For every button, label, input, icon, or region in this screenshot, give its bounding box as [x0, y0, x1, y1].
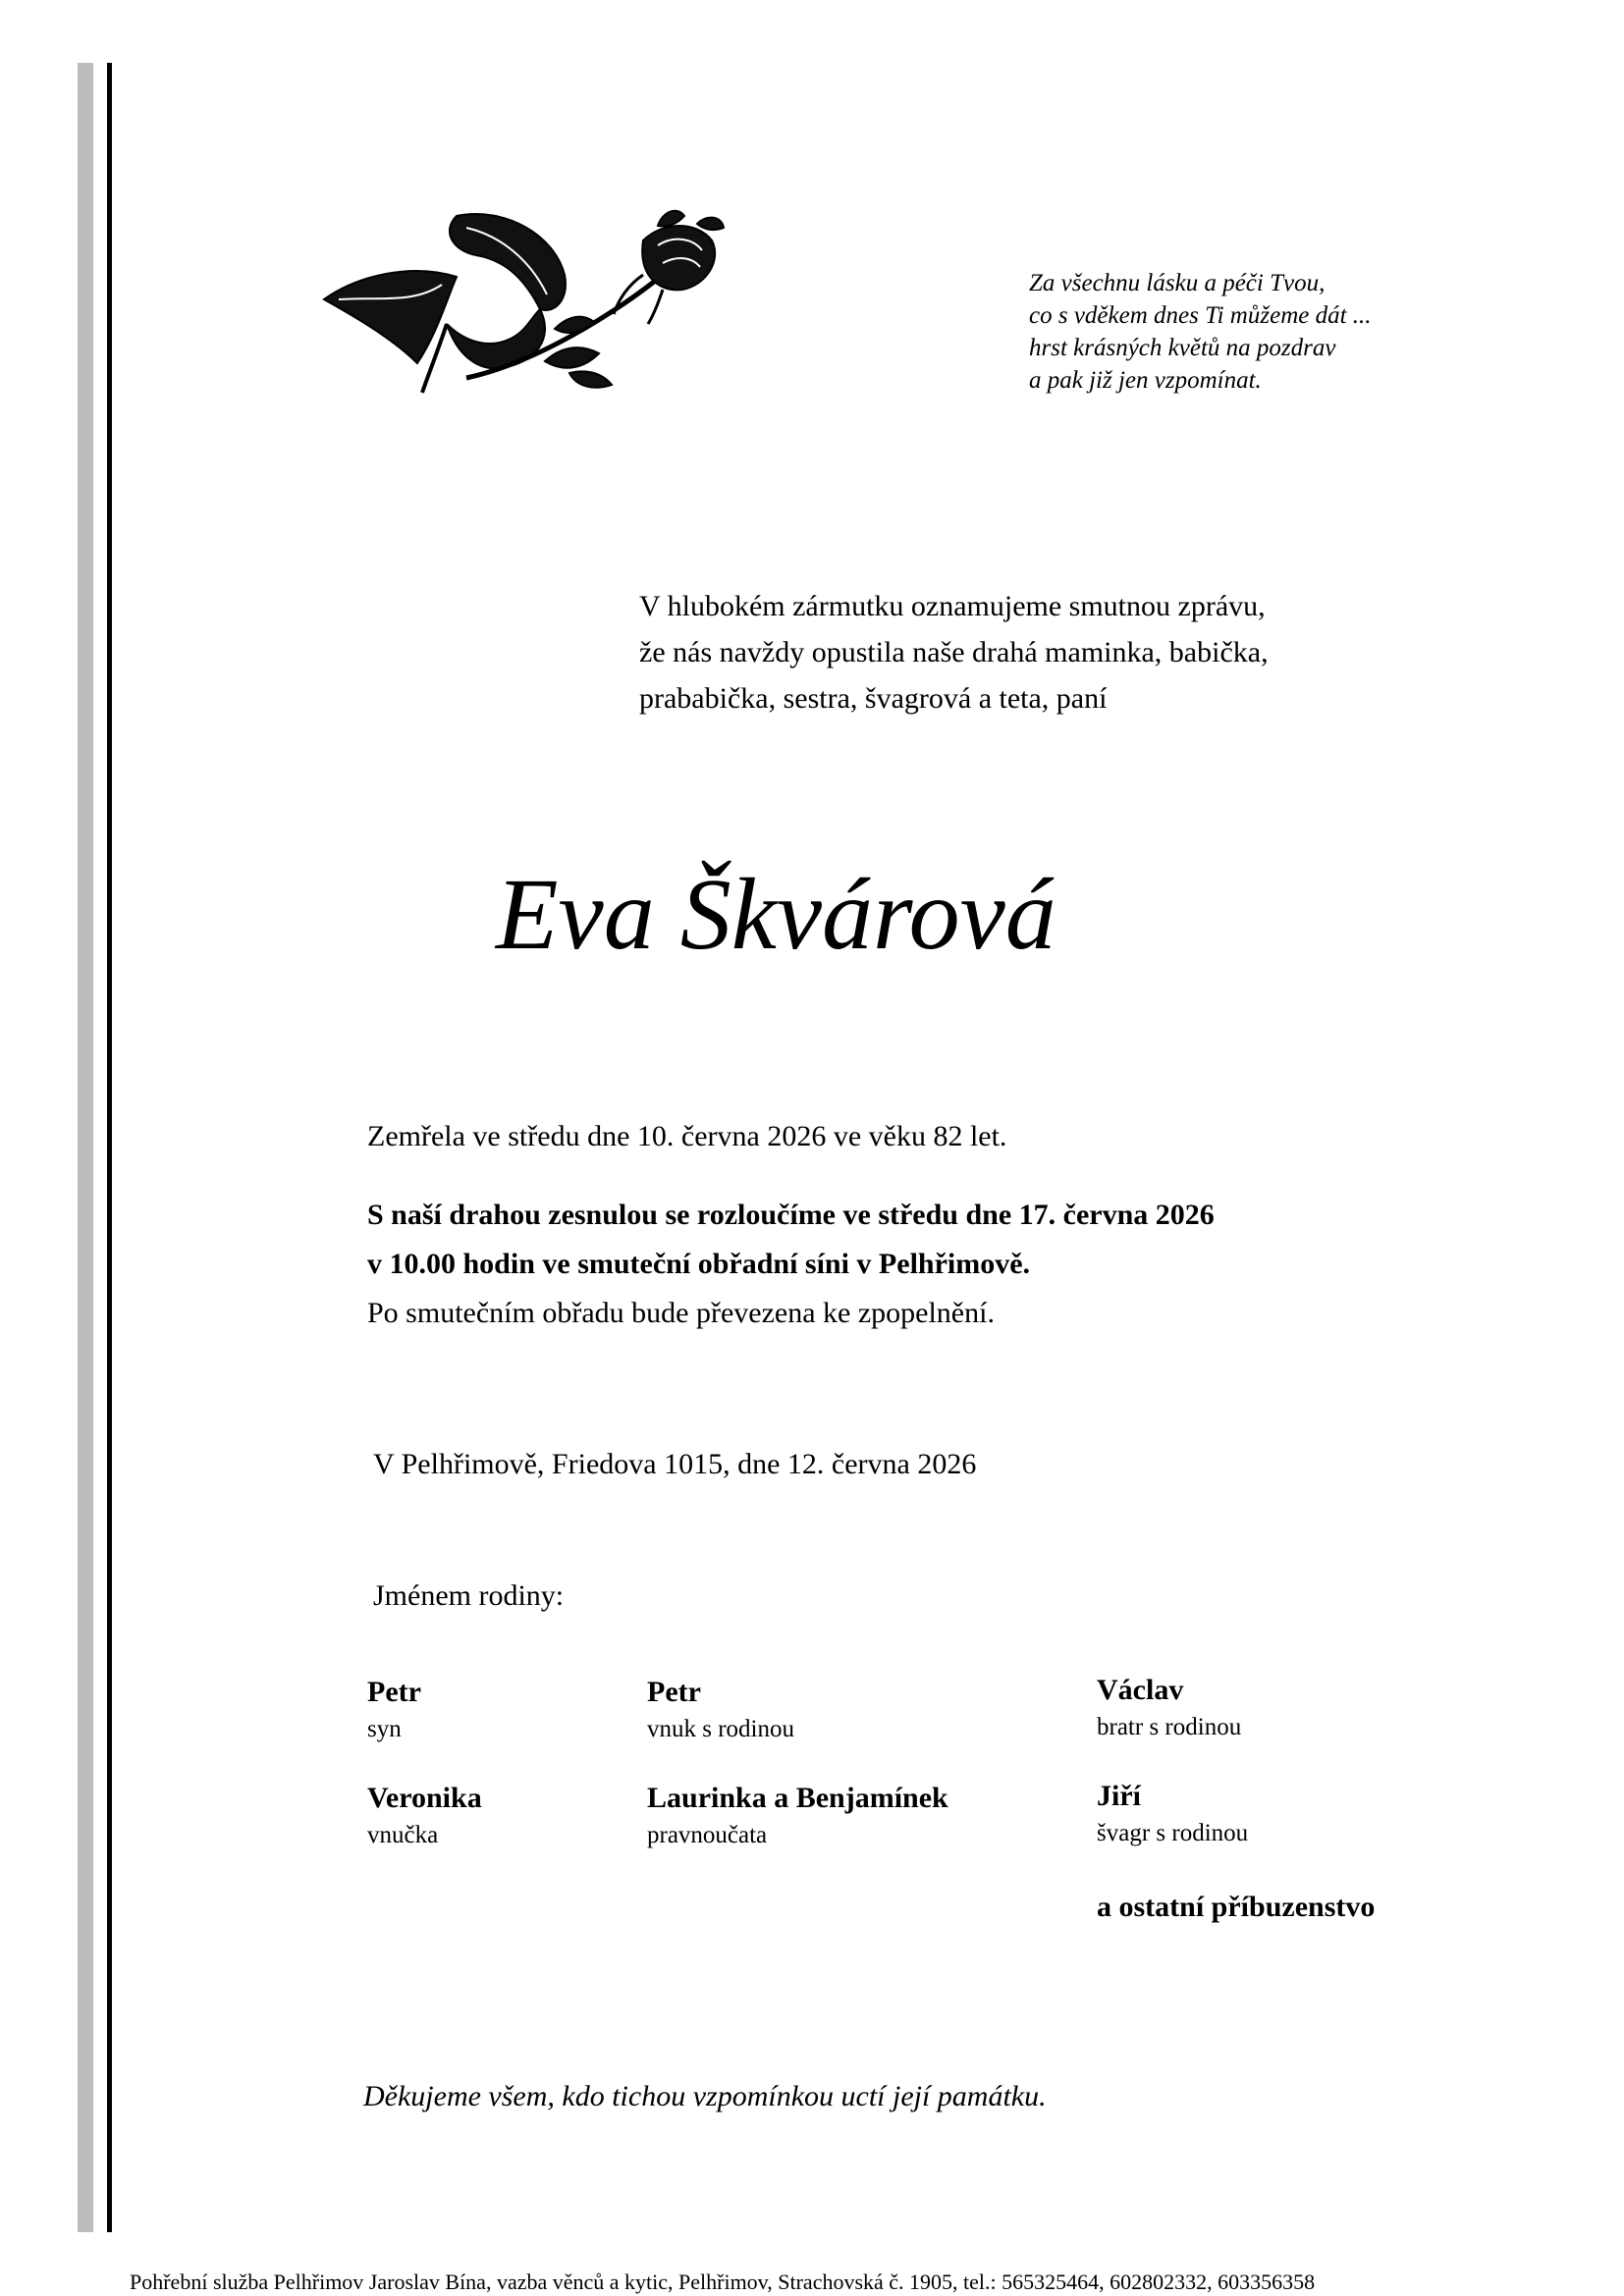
member-name: Veronika	[367, 1782, 482, 1814]
member-name: Petr	[647, 1676, 701, 1708]
member-name: Laurinka a Benjamínek	[647, 1782, 948, 1814]
funeral-service-footer: Pohřební služba Pelhřimov Jaroslav Bína, vazba věnců a kytic, Pelhřimov, Strachovská č. 1905, tel.: 565325464, 602802332, 603356358	[130, 2269, 1316, 2294]
poem	[1029, 267, 1372, 397]
family-member	[647, 1779, 948, 1853]
funeral-info	[367, 1191, 1215, 1338]
intro-line: že nás navždy opustila naše drahá maminka, babička,	[639, 636, 1269, 668]
place-date: V Pelhřimově, Friedova 1015, dne 12. června 2026	[373, 1448, 977, 1480]
family-member	[367, 1673, 421, 1747]
side-bar-black	[107, 63, 112, 2232]
other-relatives: a ostatní příbuzenstvo	[1097, 1891, 1376, 1923]
intro-line: prababička, sestra, švagrová a teta, paní	[639, 682, 1108, 715]
poem-line: co s vděkem dnes Ti můžeme dát ...	[1029, 302, 1372, 329]
family-intro: Jménem rodiny:	[373, 1579, 565, 1612]
poem-line: hrst krásných květů na pozdrav	[1029, 335, 1336, 361]
poem-line: a pak již jen vzpomínat.	[1029, 367, 1262, 394]
announcement-intro	[639, 583, 1269, 721]
member-relation: bratr s rodinou	[1097, 1714, 1242, 1740]
member-name: Jiří	[1097, 1780, 1141, 1812]
thanks-line: Děkujeme všem, kdo tichou vzpomínkou uctí její památku.	[363, 2080, 1047, 2112]
member-name: Petr	[367, 1676, 421, 1708]
poem-line: Za všechnu lásku a péči Tvou,	[1029, 270, 1326, 296]
member-relation: vnučka	[367, 1822, 439, 1848]
family-member	[647, 1673, 794, 1747]
intro-line: V hlubokém zármutku oznamujeme smutnou zprávu,	[639, 590, 1266, 622]
family-member	[1097, 1671, 1241, 1745]
rose-icon	[319, 206, 751, 442]
deceased-name: Eva Škvárová	[496, 858, 1056, 971]
family-member	[367, 1779, 482, 1853]
member-name: Václav	[1097, 1674, 1184, 1706]
funeral-line: S naší drahou zesnulou se rozloučíme ve středu dne 17. června 2026	[367, 1199, 1215, 1231]
funeral-line: Po smutečním obřadu bude převezena ke zpopelnění.	[367, 1297, 995, 1329]
funeral-line: v 10.00 hodin ve smuteční obřadní síni v Pelhřimově.	[367, 1248, 1031, 1280]
member-relation: syn	[367, 1716, 402, 1742]
member-relation: pravnoučata	[647, 1822, 768, 1848]
member-relation: švagr s rodinou	[1097, 1820, 1249, 1846]
member-relation: vnuk s rodinou	[647, 1716, 794, 1742]
side-bar-grey	[78, 63, 93, 2232]
family-member	[1097, 1777, 1248, 1851]
death-notice: Zemřela ve středu dne 10. června 2026 ve věku 82 let.	[367, 1120, 1007, 1152]
